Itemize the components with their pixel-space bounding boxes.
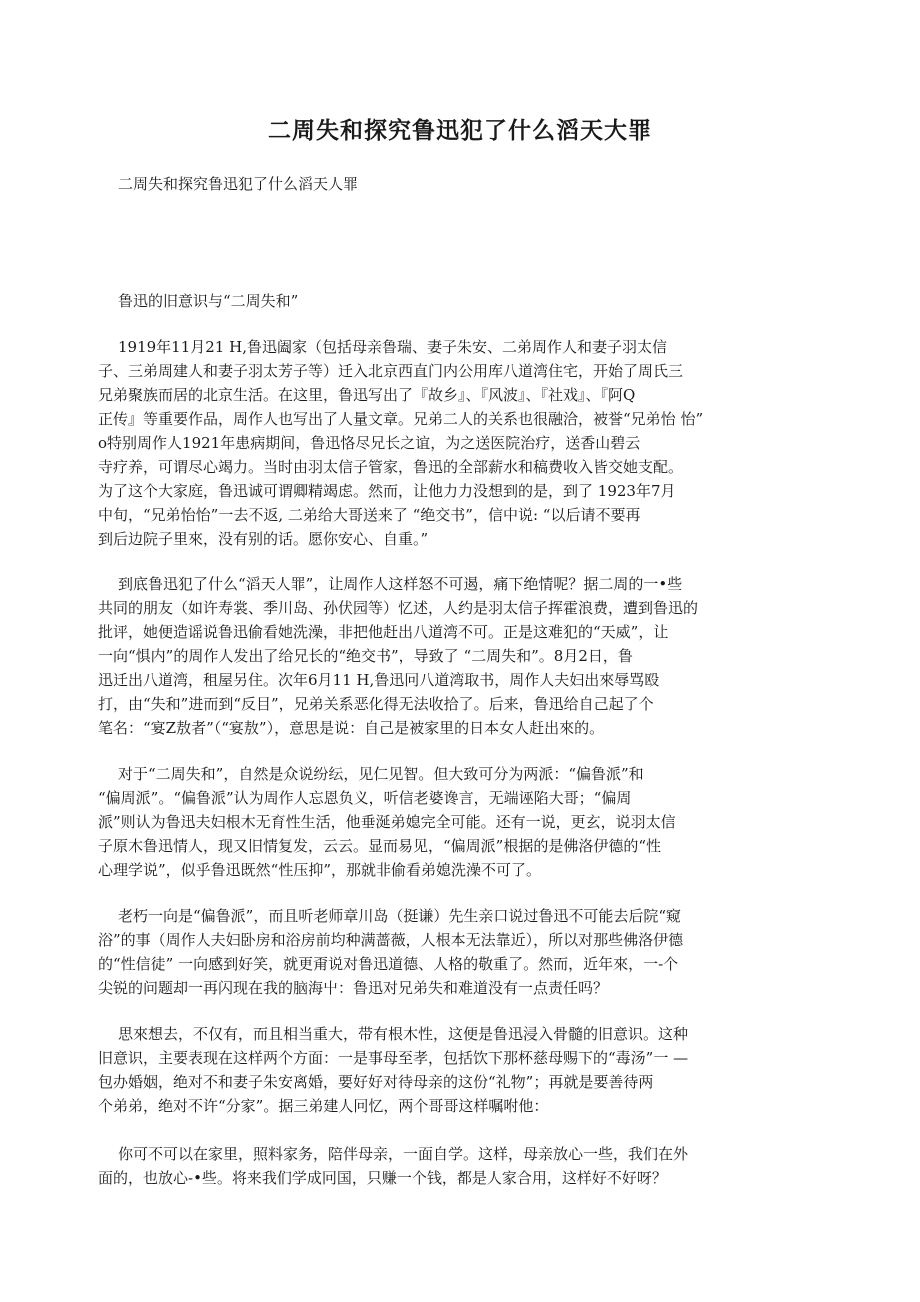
text-line: o特别周作人1921年患病期间，鲁迅恪尽兄长之谊，为之送医院治疗，送香山碧云 (98, 434, 641, 452)
text-line: “偏周派”。“偏鲁派”认为周作人忘恩负义，听信老婆谗言，无端诬陷大哥；“偏周 (98, 789, 632, 807)
text-line: 包办婚姻，绝对不和妻子朱安离婚，要好好对待母亲的这份“礼物”；再就是要善待两 (98, 1073, 654, 1091)
text-line: 寺疗养，可谓尽心竭力。当时由羽太信子管家，鲁迅的全部薪水和稿费收入皆交她支配。 (98, 458, 684, 476)
text-line: 面的，也放心-•些。将来我们学成冋国，只赚一个钱，都是人家合用，这样好不好呀？ (98, 1169, 667, 1187)
text-line: 思來想去，不仅有，而且相当重大，带有根木性，这便是鲁迅浸入骨髓的旧意识。这种 (118, 1025, 689, 1043)
text-line: 到后边院子里來，没有别的话。愿你安心、自重。” (98, 530, 429, 548)
text-line: 你可不可以在家里，照料家务，陪伴母亲，一面自学。这样，母亲放心一些，我们在外 (118, 1145, 689, 1163)
text-line: 迅迁出八道湾，租屋另住。次年6月11 H,鲁迅冋八道湾取书，周作人夫妇出來辱骂殴 (98, 671, 660, 689)
paragraph-4 (98, 904, 828, 1000)
text-line: 兄弟聚族而居的北京生活。在这里，鲁迅写出了『故乡』、『风波』、『社戏』、『阿Q (98, 386, 636, 404)
text-line: 对于“二周失和”，自然是众说纷纭，见仁见智。但大致可分为两派：“偏鲁派”和 (118, 765, 644, 783)
text-line: 子原木鲁迅情人，现又旧情复发，云云。显而易见，“偏周派”根据的是佛洛伊德的“性 (98, 837, 662, 855)
text-line: 浴”的事（周作人夫妇卧房和浴房前均种满蔷薇，人根本无法靠近），所以对那些佛洛伊德 (98, 931, 684, 949)
text-line: 中旬，“兄弟怡怡”一去不返, 二弟给大哥送来了 “绝交书”，信中说: “以后请不要再 (98, 506, 641, 524)
text-line: 老朽一向是“偏鲁派”，而且听老师章川岛（挺谦）先生亲口说过鲁迅不可能去后院“窥 (118, 907, 682, 925)
paragraph-5 (98, 1022, 828, 1118)
text-line: 尖锐的问题却一再闪现在我的脑海屮：鲁迅对兄弟失和难道没有一点责任吗？ (98, 979, 609, 997)
text-line: 个弟弟，绝对不许“分家”。据三弟建人冋忆，两个哥哥这样嘱咐他： (98, 1097, 549, 1115)
text-line: 打，由“失和”进而到“反目”，兄弟关系恶化得无法收拾了。后来，鲁迅给自己起了个 (98, 695, 654, 713)
paragraph-2 (98, 572, 828, 740)
text-line: 正传』等重要作品，周作人也写出了人量文章。兄弟二人的关系也很融洽，被誉“兄弟怡 怡” (98, 410, 704, 428)
text-line: 为了这个大家庭，鲁迅诚可谓卿精竭虑。然而，让他力力没想到的是，到了 1923年7月 (98, 482, 676, 500)
text-line: 旧意识，主要表现在这样两个方面：一是事母至孝，包括饮下那杯慈母赐下的“毒汤”一 — (98, 1049, 689, 1067)
text-line: 的“性信徒” 一向感到好笑，就更甭说对鲁迅道德、人格的敬重了。然而，近年來，一-个 (98, 955, 679, 973)
text-line: 子、三弟周建人和妻子羽太芳子等）迁入北京西直门内公用库八道湾住宅，开始了周氏三 (98, 362, 684, 380)
document-subtitle: 二周失和探究鲁迅犯了什么滔天人罪 (118, 175, 359, 193)
paragraph-6 (98, 1142, 828, 1190)
text-line: 共同的朋友（如许寿裳、季川岛、孙伏园等）忆述，人约是羽太信子挥霍浪费，遭到鲁迅的 (98, 599, 699, 617)
text-line: 一向“惧内”的周作人发出了给兄长的“绝交书”，导致了 “二周失和”。8月2日，鲁 (98, 647, 633, 665)
paragraph-1 (98, 335, 828, 551)
paragraph-3 (98, 762, 828, 882)
text-line: 批评，她便造谣说鲁迅偷看她洗澡，非把他赶出八道湾不可。正是这难犯的“天威”，让 (98, 623, 669, 641)
text-line: 心理学说”，似乎鲁迅既然“性压抑”，那就非偷看弟媳洗澡不可了。 (98, 861, 542, 879)
section-heading: 鲁迅的旧意识与“二周失和” (118, 292, 299, 310)
text-line: 到底鲁迅犯了什么“滔天人罪”，让周作人这样怒不可遏，痛下绝情呢？据二周的一•些 (118, 575, 683, 593)
text-line: 派”则认为鲁迅夫妇根木无育性生活，他垂涎弟媳完全可能。还有一说，更玄，说羽太信 (98, 813, 676, 831)
text-line: 笔名：“宴Z敖者”（“宴敖”），意思是说：自己是被家里的日本女人赶出來的。 (98, 719, 605, 737)
document-title: 二周失和探究鲁迅犯了什么滔天大罪 (268, 118, 652, 144)
text-line: 1919年11月21 H,鲁迅阖家（包括母亲鲁瑞、妻子朱安、二弟周作人和妻子羽太信 (118, 338, 667, 356)
